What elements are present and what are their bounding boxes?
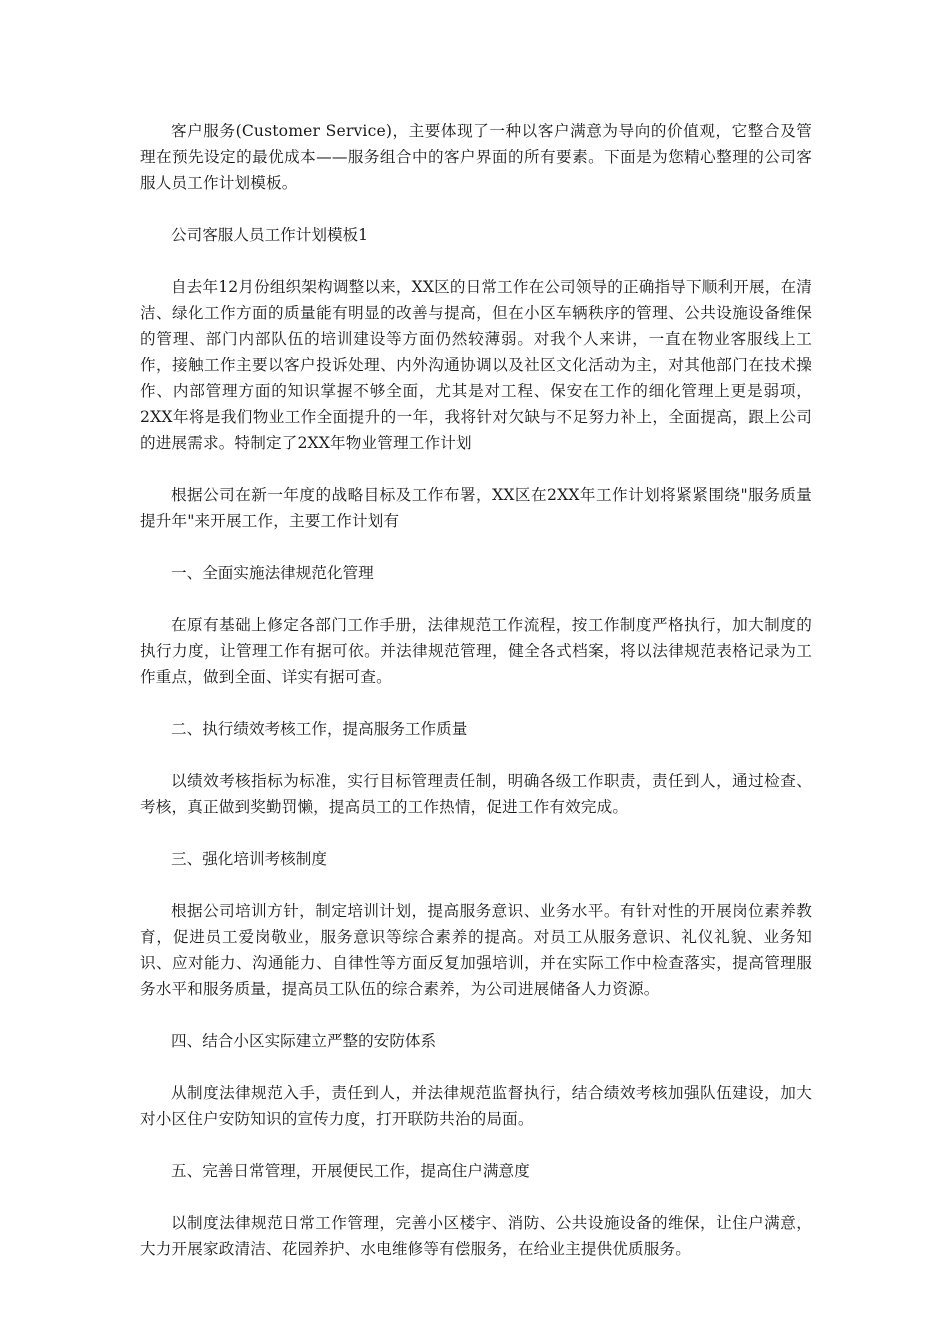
document-subtitle: 公司客服人员工作计划模板1 bbox=[171, 226, 369, 244]
section-body-5: 以制度法律规范日常工作管理，完善小区楼宇、消防、公共设施设备的维保，让住户满意，大力开展家政清洁、花园养护、水电维修等有偿服务，在给业主提供优质服务。 bbox=[140, 1214, 812, 1258]
section-heading-1: 一、全面实施法律规范化管理 bbox=[171, 564, 374, 582]
section-body-2: 以绩效考核指标为标准，实行目标管理责任制，明确各级工作职责，责任到人，通过检查、考核，真正做到奖勤罚懒，提高员工的工作热情，促进工作有效完成。 bbox=[140, 772, 812, 816]
background-paragraph: 自去年12月份组织架构调整以来，XX区的日常工作在公司领导的正确指导下顺利开展，在清洁、绿化工作方面的质量能有明显的改善与提高，但在小区车辆秩序的管理、公共设施设备维保的管理、部门内部队伍的培训建设等方面仍然较薄弱。对我个人来讲，一直在物业客服线上工作，接触工作主要以客户投诉处理、内外沟通协调以及社区文化活动为主，对其他部门在技术操作、内部管理方面的知识掌握不够全面，尤其是对工程、保安在工作的细化管理上更是弱项，2XX年将是我们物业工作全面提升的一年，我将针对欠缺与不足努力补上，全面提高，跟上公司的进展需求。特制定了2XX年物业管理工作计划 bbox=[140, 278, 812, 452]
section-heading-2: 二、执行绩效考核工作，提高服务工作质量 bbox=[171, 720, 468, 738]
section-heading-3: 三、强化培训考核制度 bbox=[171, 850, 327, 868]
section-body-3: 根据公司培训方针，制定培训计划，提高服务意识、业务水平。有针对性的开展岗位素养教育，促进员工爱岗敬业，服务意识等综合素养的提高。对员工从服务意识、礼仪礼貌、业务知识、应对能力、沟通能力、自律性等方面反复加强培训，并在实际工作中检查落实，提高管理服务水平和服务质量，提高员工队伍的综合素养，为公司进展储备人力资源。 bbox=[140, 902, 812, 998]
section-body-4: 从制度法律规范入手，责任到人，并法律规范监督执行，结合绩效考核加强队伍建设，加大对小区住户安防知识的宣传力度，打开联防共治的局面。 bbox=[140, 1084, 812, 1128]
document-page bbox=[140, 118, 812, 1288]
section-heading-5: 五、完善日常管理，开展便民工作，提高住户满意度 bbox=[171, 1162, 530, 1180]
intro-paragraph: 客户服务(Customer Service)，主要体现了一种以客户满意为导向的价值观，它整合及管理在预先设定的最优成本——服务组合中的客户界面的所有要素。下面是为您精心整理的公司客服人员工作计划模板。 bbox=[140, 122, 812, 192]
section-heading-4: 四、结合小区实际建立严整的安防体系 bbox=[171, 1032, 437, 1050]
section-body-1: 在原有基础上修定各部门工作手册，法律规范工作流程，按工作制度严格执行，加大制度的执行力度，让管理工作有据可依。并法律规范管理，健全各式档案，将以法律规范表格记录为工作重点，做到全面、详实有据可查。 bbox=[140, 616, 812, 686]
plan-overview-paragraph: 根据公司在新一年度的战略目标及工作布署，XX区在2XX年工作计划将紧紧围绕"服务质量提升年"来开展工作，主要工作计划有 bbox=[140, 486, 812, 530]
